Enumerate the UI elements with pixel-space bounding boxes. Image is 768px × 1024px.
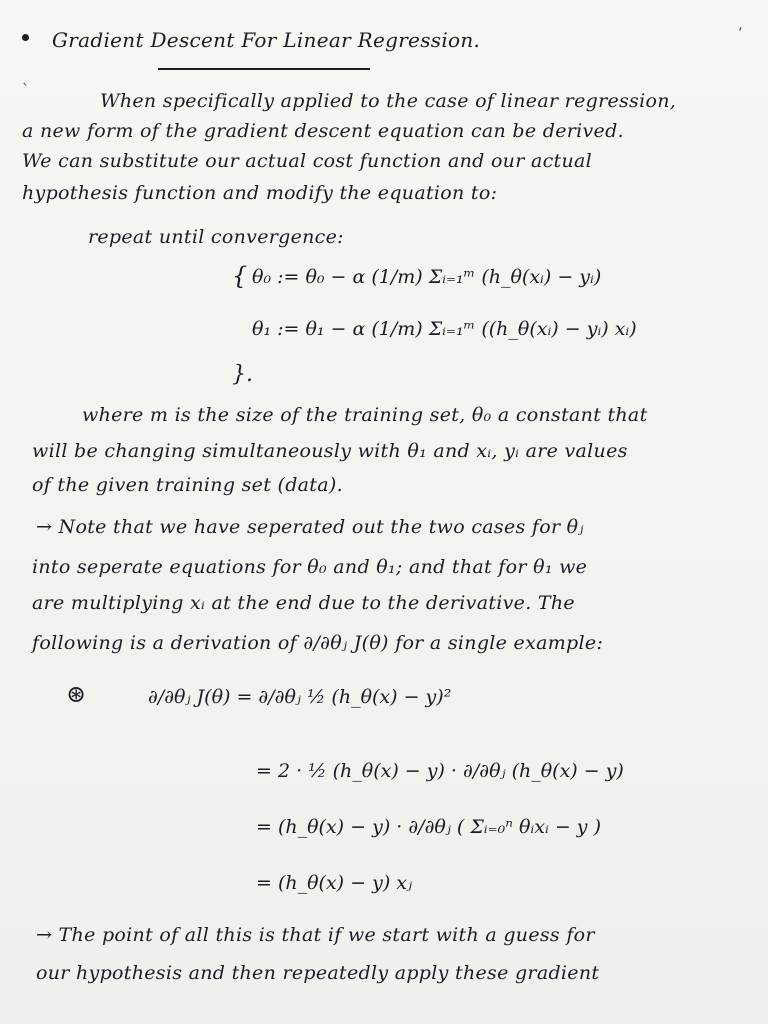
closing-line: → The point of all this is that if we start with a guess for	[36, 924, 595, 946]
intro-line: hypothesis function and modify the equation to:	[22, 182, 498, 204]
theta0-update: θ₀ := θ₀ − α (1/m) Σᵢ₌₁ᵐ (h_θ(xᵢ) − yᵢ)	[252, 266, 602, 288]
where-line: where m is the size of the training set, θ₀ a constant that	[82, 404, 648, 426]
page-title: Gradient Descent For Linear Regression.	[52, 28, 481, 52]
derivation-line: = (h_θ(x) − y) · ∂/∂θⱼ ( Σᵢ₌₀ⁿ θᵢxᵢ − y )	[256, 816, 601, 838]
note-line: following is a derivation of ∂/∂θⱼ J(θ) for a single example:	[32, 632, 604, 654]
intro-line: We can substitute our actual cost function and our actual	[22, 150, 592, 172]
intro-line: When specifically applied to the case of linear regression,	[100, 90, 677, 112]
close-brace: }.	[232, 362, 253, 387]
repeat-label: repeat until convergence:	[88, 226, 344, 248]
asterisk-marker-icon: ⊛	[66, 680, 87, 708]
derivation-line: ∂/∂θⱼ J(θ) = ∂/∂θⱼ ½ (h_θ(x) − y)²	[148, 686, 452, 708]
open-brace: {	[232, 262, 248, 290]
derivation-line: = 2 · ½ (h_θ(x) − y) · ∂/∂θⱼ (h_θ(x) − y)	[256, 760, 624, 782]
note-line: → Note that we have seperated out the two cases for θⱼ	[36, 516, 584, 538]
note-line: are multiplying xᵢ at the end due to the derivative. The	[32, 592, 575, 614]
where-line: will be changing simultaneously with θ₁ and xᵢ, yᵢ are values	[32, 440, 628, 462]
where-line: of the given training set (data).	[32, 474, 343, 496]
note-line: into seperate equations for θ₀ and θ₁; and that for θ₁ we	[32, 556, 588, 578]
theta1-update: θ₁ := θ₁ − α (1/m) Σᵢ₌₁ᵐ ((h_θ(xᵢ) − yᵢ) xᵢ)	[252, 318, 637, 340]
title-underline	[158, 68, 370, 70]
stray-mark: ˎ	[22, 70, 29, 86]
derivation-line: = (h_θ(x) − y) xⱼ	[256, 872, 413, 894]
bullet-dot	[22, 34, 29, 41]
stray-mark: ’	[738, 26, 743, 42]
closing-line: our hypothesis and then repeatedly apply these gradient	[36, 962, 600, 984]
intro-line: a new form of the gradient descent equation can be derived.	[22, 120, 624, 142]
